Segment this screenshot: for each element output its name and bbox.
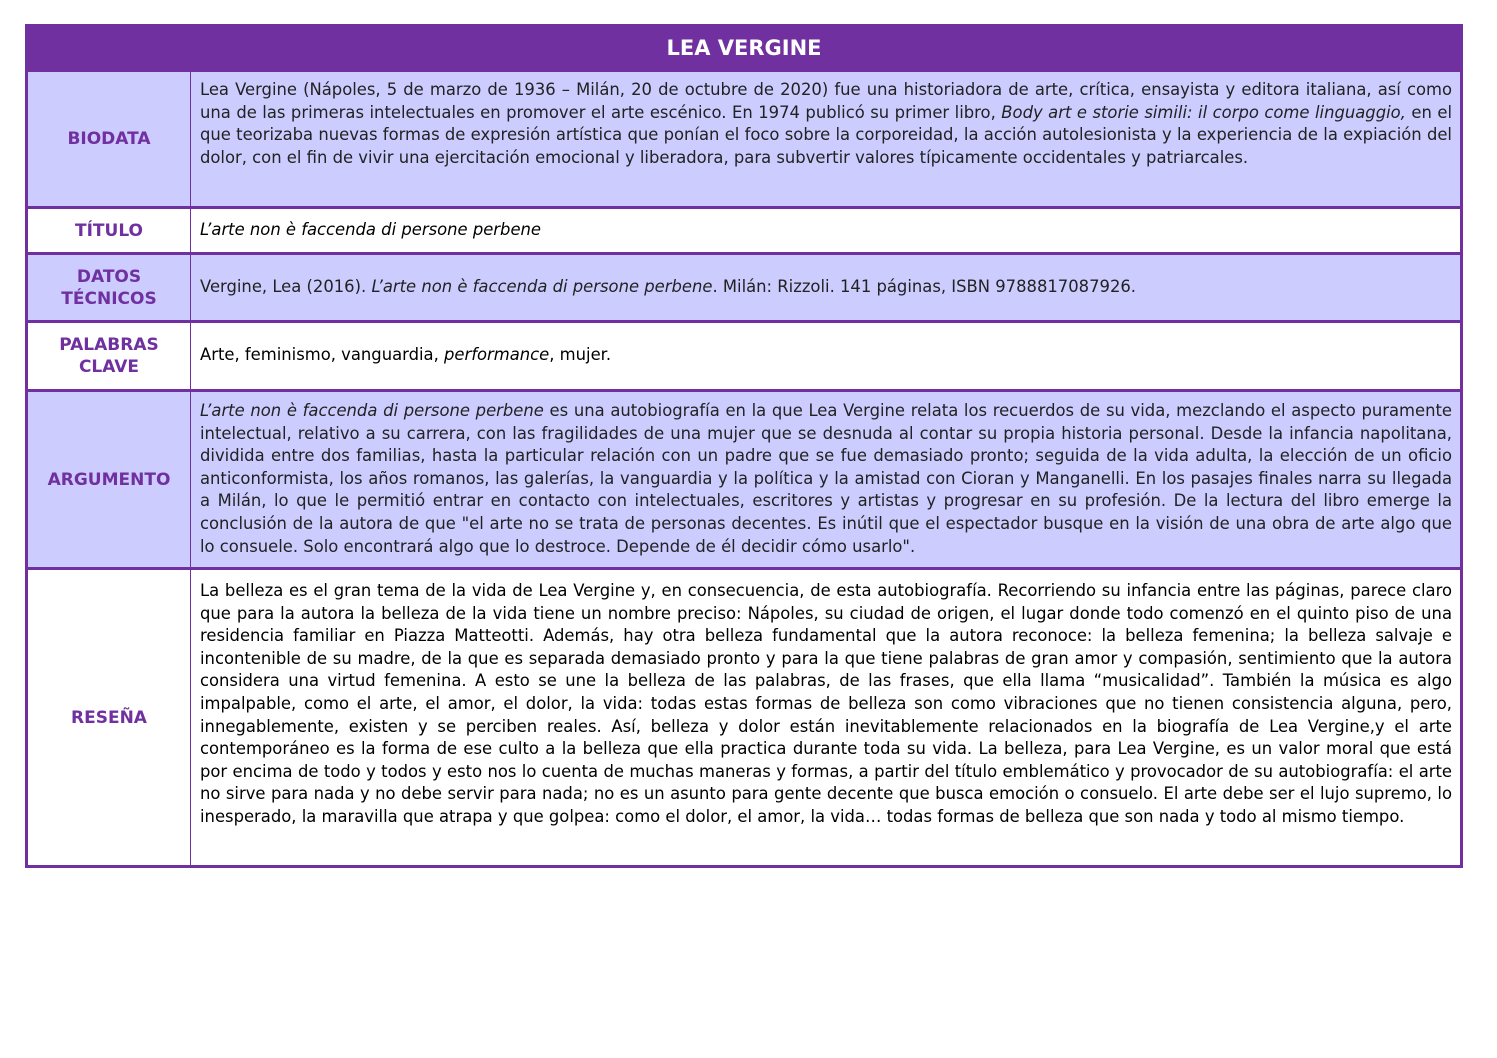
label-biodata: [28, 72, 191, 206]
page-title: LEA VERGINE: [28, 27, 1460, 72]
content-datos-tecnicos: [191, 255, 1460, 320]
label-palabras-clave: [28, 323, 191, 389]
label-resena-text: RESEÑA: [71, 707, 147, 728]
content-resena: [191, 570, 1460, 865]
label-biodata-text: BIODATA: [67, 129, 151, 149]
datos-text-after: . Milán: Rizzoli. 141 páginas, ISBN 9788817087926.: [712, 276, 1137, 296]
titulo-book-title: L’arte non è faccenda di persone perbene: [200, 219, 542, 239]
row-biodata: [28, 72, 1460, 209]
label-argumento-text: ARGUMENTO: [47, 469, 171, 490]
label-datos-tecnicos: [28, 255, 191, 320]
row-titulo: [28, 209, 1460, 255]
biodata-text-after: en el que teorizaba nuevas formas de expresión artística que ponían el foco sobre la corporeidad, la acción autolesionista y la experiencia de la expiación del dolor, con el fin de vivir una ejercitación emocional y liberadora, para subvertir valores típicamente occidentales y patriarcales.: [200, 102, 1453, 167]
label-palabras-line2: CLAVE: [78, 357, 140, 377]
palabras-text-after: , mujer.: [549, 345, 612, 365]
content-titulo: [191, 209, 1460, 252]
datos-text-before: Vergine, Lea (2016).: [200, 276, 372, 296]
biodata-text: [200, 79, 1452, 169]
row-resena: [28, 570, 1460, 865]
label-resena: [28, 570, 191, 865]
titulo-text: [200, 219, 1452, 242]
review-sheet: [25, 24, 1463, 868]
row-palabras-clave: [28, 323, 1460, 392]
argumento-book-title: L’arte non è faccenda di persone perbene: [200, 401, 544, 420]
datos-text: [200, 276, 1452, 299]
biodata-book-title: Body art e storie simili: il corpo come linguaggio,: [1001, 102, 1406, 122]
argumento-text: [200, 400, 1452, 558]
datos-book-title: L’arte non è faccenda di persone perbene: [371, 276, 713, 296]
label-titulo: [28, 209, 191, 252]
palabras-text: [200, 344, 1452, 367]
label-palabras-line1: PALABRAS: [59, 335, 159, 355]
row-datos-tecnicos: [28, 255, 1460, 323]
label-datos-line2: TÉCNICOS: [61, 288, 157, 309]
content-palabras-clave: [191, 323, 1460, 389]
content-argumento: [191, 392, 1460, 567]
label-datos-line1: DATOS: [76, 266, 142, 287]
label-argumento: [28, 392, 191, 567]
argumento-text-after: es una autobiografía en la que Lea Vergine relata los recuerdos de su vida, mezclando el aspecto puramente intelectual, relativo a su carrera, con las fragilidades de una mujer que se desnuda al contar su propia historia personal. Desde la infancia napolitana, dividida entre dos familias, hasta la particular relación con un padre que se fue demasiado pronto; seguida de la vida adulta, la elección de un oficio anticonformista, los años romanos, las galerías, la vanguardia y la política y la amistad con Cioran y Manganelli. En los pasajes finales narra su llegada a Milán, lo que le permitió entrar en contacto con intelectuales, escritores y artistas y progresar en su profesión. De la lectura del libro emerge la conclusión de la autora de que "el arte no se trata de personas decentes. Es inútil que el espectador busque en la visión de una obra de arte algo que lo consuele. Solo encontrará algo que lo destroce. Depende de él decidir cómo usarlo".: [200, 401, 1452, 556]
row-argumento: [28, 392, 1460, 570]
palabras-text-before: Arte, feminismo, vanguardia,: [200, 345, 444, 365]
resena-text: La belleza es el gran tema de la vida de Lea Vergine y, en consecuencia, de esta autobiografía. Recorriendo su infancia entre las páginas, parece claro que para la autora la belleza de la vida tiene un nombre preciso: Nápoles, su ciudad de origen, el lugar donde todo comenzó en el quinto piso de una residencia familiar en Piazza Matteotti. Además, hay otra belleza fundamental que la autora reconoce: la belleza femenina; la belleza salvaje e incontenible de su madre, de la que es separada demasiado pronto y para la que tiene palabras de gran amor y compasión, sentimiento que la autora considera una virtud femenina. A esto se une la belleza de las palabras, de las frases, que ella llama “musicalidad”. También la música es algo impalpable, como el arte, el amor, el dolor, la vida: todas estas formas de belleza son como vibraciones que no tienen consistencia alguna, pero, innegablemente, existen y se perciben reales. Así, belleza y dolor están inevitablemente relacionados en la biografía de Lea Vergine,y el arte contemporáneo es la forma de ese culto a la belleza que ella practica durante toda su vida. La belleza, para Lea Vergine, es un valor moral que está por encima de todo y todos y esto nos lo cuenta de muchas maneras y formas, a partir del título emblemático y provocador de su autobiografía: el arte no sirve para nada y no debe servir para nada; no es un asunto para gente decente que busca emoción o consuelo. El arte debe ser el lujo supremo, lo inesperado, la maravilla que atrapa y que golpea: como el dolor, el amor, la vida… todas formas de belleza que son nada y todo al mismo tiempo.: [200, 581, 1452, 826]
label-titulo-text: TÍTULO: [75, 220, 143, 241]
palabras-italic-word: performance: [444, 345, 550, 365]
biodata-text-before: Lea Vergine (Nápoles, 5 de marzo de 1936 – Milán, 20 de octubre de 2020) fue una historiadora de arte, crítica, ensayista y editora italiana, así como una de las primeras intelectuales en promover el arte escénico. En 1974 publicó su primer libro,: [200, 80, 1452, 122]
content-biodata: [191, 72, 1460, 206]
